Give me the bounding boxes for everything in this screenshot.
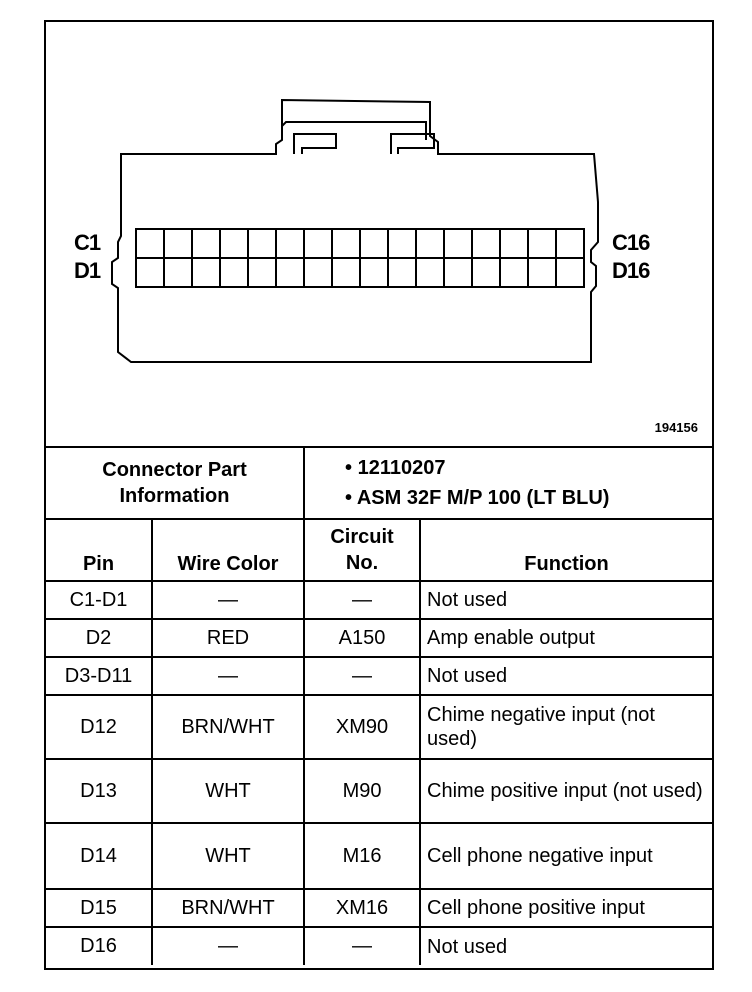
header-circuit-no [304, 519, 420, 581]
table-row [46, 823, 712, 889]
table-row [46, 695, 712, 759]
header-row [46, 519, 712, 581]
table-row [46, 581, 712, 619]
circuit-cell: — [304, 927, 420, 965]
pin-cell: D2 [46, 619, 152, 657]
table-row [46, 889, 712, 927]
circuit-cell: M90 [304, 759, 420, 823]
wire-cell: RED [152, 619, 304, 657]
circuit-cell: A150 [304, 619, 420, 657]
figure-id: 194156 [654, 420, 698, 435]
function-cell: Not used [420, 927, 712, 965]
function-cell: Cell phone negative input [420, 823, 712, 889]
pin-cell: D14 [46, 823, 152, 889]
wire-cell: BRN/WHT [152, 889, 304, 927]
wire-cell: — [152, 927, 304, 965]
label-d16: D16 [612, 258, 650, 283]
circuit-cell: — [304, 581, 420, 619]
function-cell: Not used [420, 657, 712, 695]
function-cell: Cell phone positive input [420, 889, 712, 927]
circuit-cell: XM90 [304, 695, 420, 759]
label-c1: C1 [74, 230, 101, 255]
label-c16: C16 [612, 230, 650, 255]
connector-sheet [44, 20, 714, 970]
function-cell: Chime positive input (not used) [420, 759, 712, 823]
circuit-cell: M16 [304, 823, 420, 889]
label-d1: D1 [74, 258, 101, 283]
table-row [46, 619, 712, 657]
wire-cell: — [152, 657, 304, 695]
header-circuit-line1: Circuit [330, 526, 394, 548]
table-row [46, 927, 712, 965]
function-cell: Chime negative input (not used) [420, 695, 712, 759]
pin-cell: D3-D11 [46, 657, 152, 695]
header-circuit-line2: No. [345, 552, 379, 574]
wire-cell: — [152, 581, 304, 619]
pin-cell: C1-D1 [46, 581, 152, 619]
pin-grid [136, 229, 584, 287]
wire-cell: BRN/WHT [152, 695, 304, 759]
pin-cell: D16 [46, 927, 152, 965]
header-wire-color: Wire Color [152, 519, 304, 581]
connector-part-values [304, 447, 712, 519]
connector-part-row [46, 447, 712, 519]
pin-cell: D12 [46, 695, 152, 759]
header-function: Function [420, 519, 712, 581]
function-cell: Not used [420, 581, 712, 619]
part-number: • 12110207 [345, 457, 446, 479]
table-row [46, 657, 712, 695]
function-cell: Amp enable output [420, 619, 712, 657]
connector-diagram [46, 22, 712, 446]
circuit-cell: — [304, 657, 420, 695]
pin-table [46, 446, 712, 965]
connector-part-label: Connector Part Information [46, 447, 304, 519]
table-row [46, 759, 712, 823]
wire-cell: WHT [152, 759, 304, 823]
pin-cell: D13 [46, 759, 152, 823]
wire-cell: WHT [152, 823, 304, 889]
pin-cell: D15 [46, 889, 152, 927]
part-description: • ASM 32F M/P 100 (LT BLU) [345, 487, 610, 509]
header-pin: Pin [46, 519, 152, 581]
circuit-cell: XM16 [304, 889, 420, 927]
